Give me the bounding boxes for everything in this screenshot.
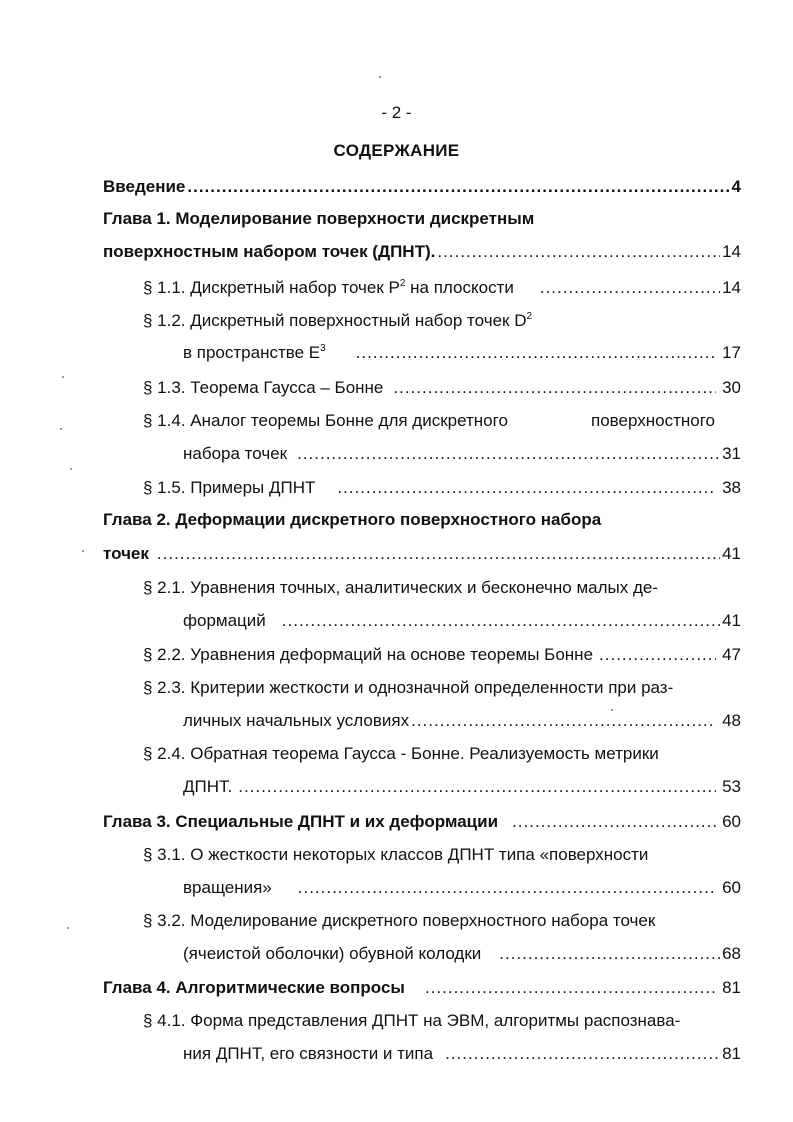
toc-entry-title: Глава 3. Специальные ДПНТ и их деформации — [103, 812, 499, 831]
toc-entry-title: § 1.4. Аналог теоремы Бонне для дискретного — [143, 411, 508, 430]
toc-entry-title: § 1.3. Теорема Гаусса – Бонне — [143, 378, 384, 397]
scan-speck — [60, 428, 62, 430]
toc-entry-title: § 1.5. Примеры ДПНТ — [143, 478, 316, 497]
toc-section-3-1-line2 — [183, 877, 741, 899]
toc-entry-page: 41 — [722, 544, 741, 563]
toc-chapter-2-line1 — [103, 509, 741, 531]
toc-entry-intro — [103, 176, 741, 198]
toc-entry-page: 4 — [731, 177, 741, 196]
toc-entry-title: (ячеистой оболочки) обувной колодки — [183, 944, 482, 963]
toc-entry-title: формаций — [183, 611, 266, 630]
toc-entry-title — [143, 310, 532, 332]
dot-leader — [499, 943, 720, 965]
scan-speck — [67, 927, 69, 929]
dot-leader — [282, 610, 720, 632]
toc-entry-title: ДПНТ. — [183, 777, 233, 796]
toc-entry-title: ния ДПНТ, его связности и типа — [183, 1044, 434, 1063]
toc-section-2-4-line2 — [183, 776, 741, 798]
page-number: - 2 - — [381, 103, 412, 122]
toc-entry-title: § 3.2. Моделирование дискретного поверхностного набора точек — [143, 911, 656, 930]
scan-speck — [62, 376, 64, 378]
toc-section-4-1-line2 — [183, 1043, 741, 1065]
toc-entry-title: Глава 1. Моделирование поверхности дискретным — [103, 209, 535, 228]
toc-entry-page: 41 — [722, 611, 741, 630]
toc-section-3-1-line1 — [143, 844, 741, 866]
toc-chapter-1-line1 — [103, 208, 741, 230]
toc-entry-title: вращения» — [183, 878, 272, 897]
dot-leader — [437, 241, 720, 263]
title-text: в пространстве E — [183, 343, 321, 362]
toc-section-2-1-line1 — [143, 577, 741, 599]
toc-chapter-4 — [103, 977, 741, 999]
toc-entry-page: 68 — [722, 944, 741, 963]
title-text: § 1.1. Дискретный набор точек P — [143, 278, 400, 297]
toc-section-3-2-line2 — [183, 943, 741, 965]
toc-entry-page: 81 — [722, 978, 741, 997]
title-tail: на плоскости — [405, 278, 514, 297]
scan-speck — [82, 550, 84, 552]
superscript: 3 — [320, 343, 326, 354]
scan-speck — [611, 709, 613, 711]
toc-entry-page: 60 — [722, 812, 741, 831]
toc-entry-title: § 2.4. Обратная теорема Гаусса - Бонне. Реализуемость метрики — [143, 744, 659, 763]
toc-section-1-2-line2 — [183, 342, 741, 364]
toc-entry-page: 14 — [722, 242, 741, 261]
toc-section-2-1-line2 — [183, 610, 741, 632]
toc-entry-page: 60 — [722, 878, 741, 897]
toc-section-2-4-line1 — [143, 743, 741, 765]
dot-leader — [425, 977, 716, 999]
scan-speck — [379, 76, 381, 78]
toc-section-1-1 — [143, 277, 741, 299]
dot-leader — [337, 477, 714, 499]
toc-entry-title: § 4.1. Форма представления ДПНТ на ЭВМ, алгоритмы распознава- — [143, 1011, 681, 1030]
toc-section-2-2 — [143, 644, 741, 666]
dot-leader — [298, 877, 716, 899]
toc-entry-page: 14 — [722, 278, 741, 297]
toc-entry-title: § 2.1. Уравнения точных, аналитических и бесконечно малых де- — [143, 578, 658, 597]
toc-chapter-2-line2 — [103, 543, 741, 565]
toc-entry-page: 81 — [722, 1044, 741, 1063]
toc-section-1-4-line1 — [143, 410, 715, 432]
toc-entry-title: личных начальных условиях — [183, 711, 410, 730]
dot-leader — [393, 377, 716, 399]
toc-entry-title: § 2.3. Критерии жесткости и однозначной определенности при раз- — [143, 678, 674, 697]
dot-leader — [599, 644, 716, 666]
superscript: 2 — [399, 278, 406, 289]
toc-entry-title: Введение — [103, 177, 186, 196]
toc-entry-title: § 3.1. О жесткости некоторых классов ДПНТ типа «поверхности — [143, 845, 649, 864]
dot-leader — [411, 710, 716, 732]
dot-leader — [540, 277, 720, 299]
toc-entry-title: Глава 4. Алгоритмические вопросы — [103, 978, 405, 997]
toc-section-3-2-line1 — [143, 910, 741, 932]
toc-chapter-3 — [103, 811, 741, 833]
toc-section-4-1-line1 — [143, 1010, 741, 1032]
toc-entry-title: § 2.2. Уравнения деформаций на основе теоремы Бонне — [143, 645, 594, 664]
dot-leader — [297, 443, 720, 465]
toc-entry-page: 53 — [722, 777, 741, 796]
toc-entry-title-continued: поверхностного — [591, 411, 715, 430]
toc-chapter-1-line2 — [103, 241, 741, 263]
toc-section-2-3-line2 — [183, 710, 741, 732]
toc-entry-page: 31 — [722, 444, 741, 463]
dot-leader — [445, 1043, 720, 1065]
toc-entry-title — [143, 277, 514, 299]
superscript: 2 — [526, 311, 533, 322]
dot-leader — [157, 543, 720, 565]
dot-leader — [512, 811, 716, 833]
toc-entry-page: 48 — [722, 711, 741, 730]
dot-leader — [356, 342, 714, 364]
toc-section-2-3-line1 — [143, 677, 741, 699]
toc-entry-title: поверхностным набором точек (ДПНТ). — [103, 242, 436, 261]
toc-section-1-3 — [143, 377, 741, 399]
toc-entry-title: точек — [103, 544, 149, 563]
toc-entry-page: 38 — [722, 478, 741, 497]
toc-section-1-5 — [143, 477, 741, 499]
toc-section-1-2-line1 — [143, 310, 741, 332]
toc-entry-title — [183, 342, 326, 364]
toc-entry-page: 47 — [722, 645, 741, 664]
toc-heading: СОДЕРЖАНИЕ — [333, 141, 460, 160]
toc-section-1-4-line2 — [183, 443, 741, 465]
toc-entry-title: Глава 2. Деформации дискретного поверхностного набора — [103, 510, 602, 529]
dot-leader — [238, 776, 716, 798]
toc-entry-page: 17 — [722, 343, 741, 362]
title-text: § 1.2. Дискретный поверхностный набор точек D — [143, 311, 527, 330]
dot-leader — [187, 176, 729, 198]
toc-entry-title: набора точек — [183, 444, 288, 463]
scan-speck — [70, 468, 72, 470]
toc-entry-page: 30 — [722, 378, 741, 397]
